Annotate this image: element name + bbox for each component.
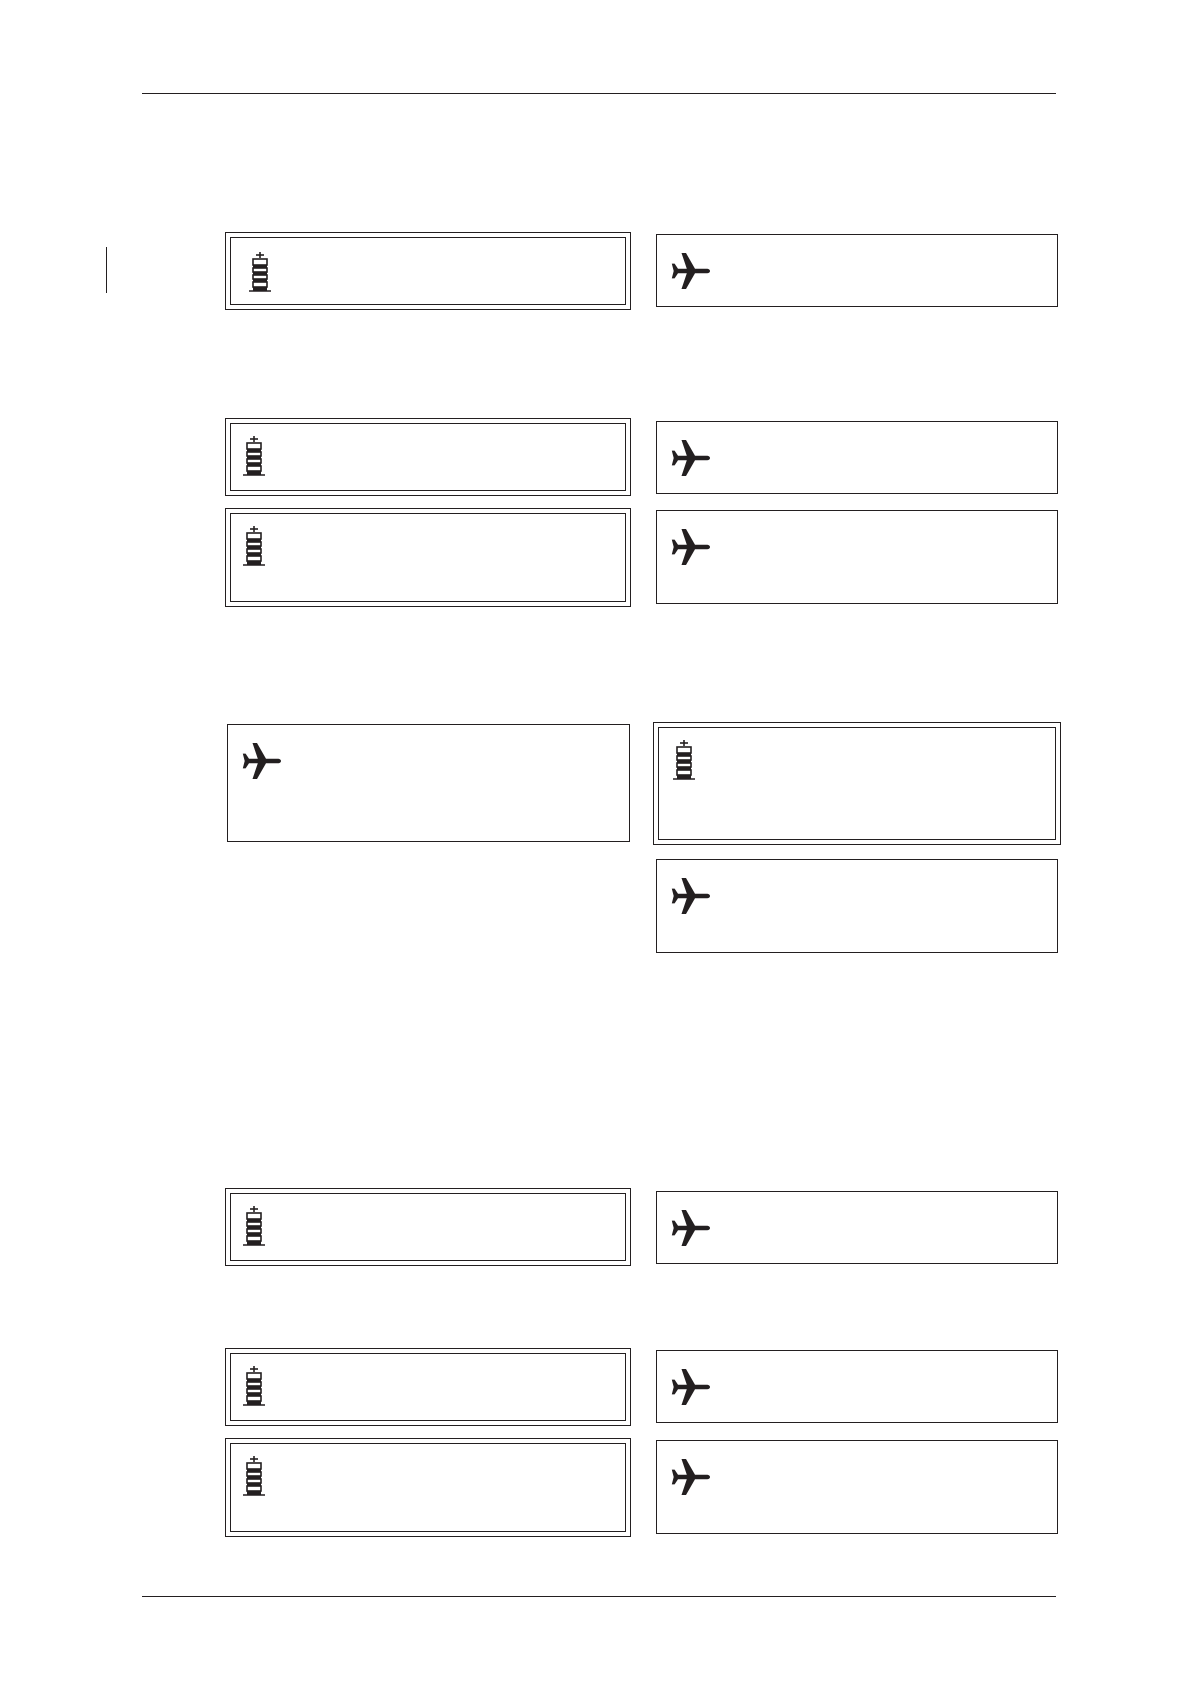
airplane-icon [671,1206,711,1250]
control-tower-icon [242,525,266,569]
pilot-message-box [656,1350,1058,1423]
pilot-message-box [656,234,1058,307]
pilot-message-box [227,724,630,842]
airplane-icon [671,249,711,293]
control-tower-icon [248,251,272,295]
airplane-icon [671,1365,711,1409]
airplane-icon [242,739,282,783]
atc-message-box [225,1188,631,1266]
atc-message-box [653,722,1061,845]
control-tower-icon [242,1455,266,1499]
atc-message-box [225,508,631,607]
airplane-icon [671,874,711,918]
change-bar [106,247,107,293]
atc-message-box [225,1438,631,1537]
airplane-icon [671,525,711,569]
pilot-message-box [656,1440,1058,1534]
pilot-message-box [656,1191,1058,1264]
atc-message-box [225,232,631,310]
header-rule [142,93,1056,94]
pilot-message-box [656,510,1058,604]
pilot-message-box [656,859,1058,953]
airplane-icon [671,436,711,480]
control-tower-icon [242,435,266,479]
atc-message-box [225,418,631,496]
control-tower-icon [242,1365,266,1409]
atc-message-box [225,1348,631,1426]
airplane-icon [671,1455,711,1499]
control-tower-icon [672,739,696,783]
control-tower-icon [242,1205,266,1249]
pilot-message-box [656,421,1058,494]
footer-rule [142,1596,1056,1597]
